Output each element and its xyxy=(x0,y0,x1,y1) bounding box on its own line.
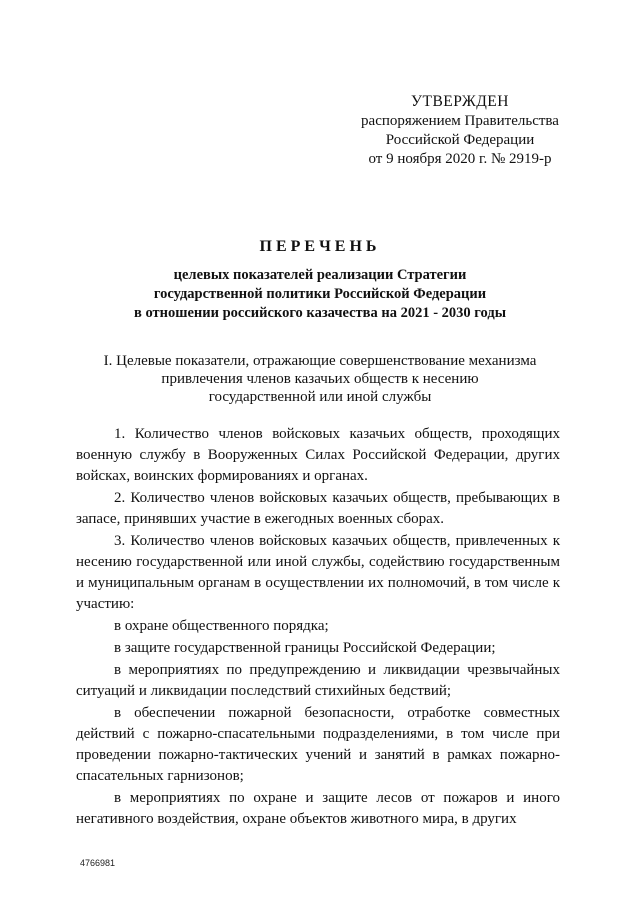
document-body xyxy=(76,424,560,830)
list-item-public-order: в охране общественного порядка; xyxy=(114,618,329,634)
approval-line-3: от 9 ноября 2020 г. № 2919-р xyxy=(368,151,552,167)
list-item-fire-safety: в обеспечении пожарной безопасности, отработке совместных действий с пожарно-спасательными подразделениями, в том числе при проведении пожарно-тактических учений и занятий в рамках пожарно-спасательных гарнизонов; xyxy=(76,705,560,784)
section-line-2: привлечения членов казачьих обществ к несению xyxy=(161,371,479,387)
section-heading xyxy=(80,352,560,406)
approval-block xyxy=(340,92,580,169)
subtitle-line-2: государственной политики Российской Федерации xyxy=(153,286,487,302)
list-item-border: в защите государственной границы Российской Федерации; xyxy=(114,640,496,656)
approval-line-1: распоряжением Правительства xyxy=(361,113,559,129)
document-title: ПЕРЕЧЕНЬ xyxy=(259,238,381,255)
paragraph-3: 3. Количество членов войсковых казачьих обществ, привлеченных к несению государственной или иной службы, содействию государственным и муниципальным органам в осуществлении их полномочий, в том числе к участию: xyxy=(76,533,560,612)
approval-heading: УТВЕРЖДЕН xyxy=(411,93,509,110)
list-item-forest: в мероприятиях по охране и защите лесов от пожаров и иного негативного воздействия, охране объектов животного мира, в других xyxy=(76,790,560,827)
approval-line-2: Российской Федерации xyxy=(385,132,535,148)
paragraph-1: 1. Количество членов войсковых казачьих обществ, проходящих военную службу в Вооруженных Силах Российской Федерации, других войсках, воинских формированиях и органах. xyxy=(76,426,560,484)
document-subtitle xyxy=(80,266,560,323)
section-line-1: I. Целевые показатели, отражающие совершенствование механизма xyxy=(103,353,537,369)
paragraph-2: 2. Количество членов войсковых казачьих обществ, пребывающих в запасе, принявших участие в ежегодных военных сборах. xyxy=(76,490,560,527)
section-line-3: государственной или иной службы xyxy=(208,389,432,405)
document-code: 4766981 xyxy=(80,858,116,868)
list-item-emergency: в мероприятиях по предупреждению и ликвидации чрезвычайных ситуаций и ликвидации последствий стихийных бедствий; xyxy=(76,662,560,699)
subtitle-line-1: целевых показателей реализации Стратегии xyxy=(173,267,467,283)
subtitle-line-3: в отношении российского казачества на 2021 - 2030 годы xyxy=(133,305,507,321)
